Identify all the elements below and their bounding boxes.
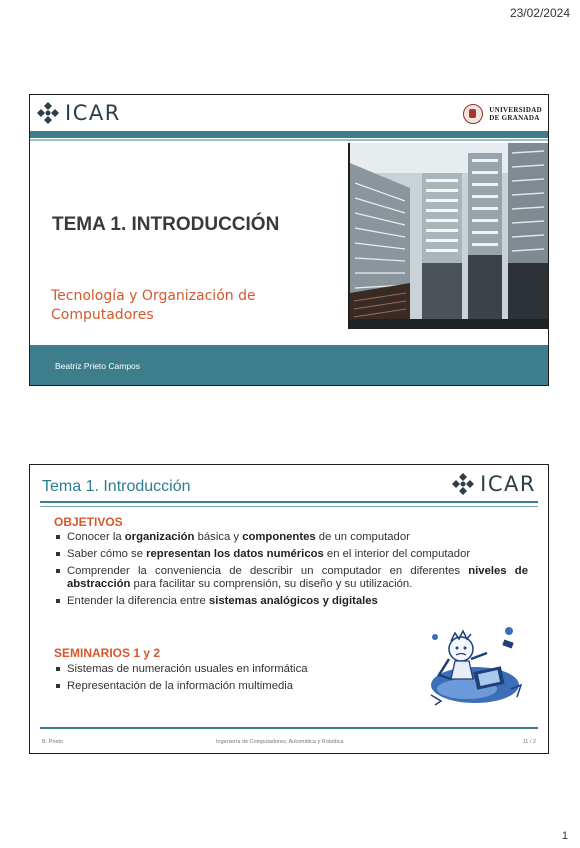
- page-number: 1: [561, 830, 568, 842]
- icar-mark-icon: [451, 472, 475, 496]
- slide-1: [29, 94, 549, 386]
- slide-footer: [30, 345, 548, 386]
- list-item: Saber cómo se representan los datos numéricos en el interior del computador: [54, 548, 528, 561]
- slide-title: TEMA 1. INTRODUCCIÓN: [52, 214, 280, 235]
- footer-rule: [40, 727, 538, 729]
- author-name: Beatriz Prieto Campos: [55, 361, 141, 371]
- objetivos-list: [54, 531, 528, 612]
- icar-mark-icon: [36, 101, 60, 125]
- header-bar: [30, 131, 548, 138]
- header-bar-thin: [30, 139, 548, 141]
- stressed-programmer-illustration: [425, 619, 525, 707]
- server-room-photo: [350, 143, 548, 329]
- university-name: UNIVERSIDAD DE GRANADA: [489, 106, 542, 122]
- footer-author: B. Prieto: [42, 739, 64, 745]
- title-rule: [40, 501, 538, 503]
- print-date: 23/02/2024: [509, 6, 570, 20]
- icar-logo: [451, 472, 536, 496]
- slide-title: Tema 1. Introducción: [42, 478, 191, 495]
- seminarios-list: [54, 663, 384, 697]
- university-seal-icon: [463, 104, 483, 124]
- seminarios-heading: SEMINARIOS 1 y 2: [54, 646, 161, 660]
- list-item: Entender la diferencia entre sistemas analógicos y digitales: [54, 595, 528, 608]
- title-rule-thin: [40, 506, 538, 507]
- server-racks-image: [350, 143, 548, 329]
- list-item: Comprender la conveniencia de describir un computador en diferentes niveles de abstracción para facilitar su comprensión, su diseño y su utilización.: [54, 565, 528, 591]
- slide-subtitle: Tecnología y Organización de Computadores: [51, 288, 256, 323]
- slide-header: [30, 95, 548, 131]
- objetivos-heading: OBJETIVOS: [54, 515, 123, 529]
- list-item: Conocer la organización básica y componentes de un computador: [54, 531, 528, 544]
- footer-department: Ingeniería de Computadores, Automática y Robótica: [216, 739, 344, 745]
- university-logo: [463, 104, 542, 124]
- list-item: Sistemas de numeración usuales en informática: [54, 663, 384, 676]
- slide-2: [29, 464, 549, 754]
- icar-logo: [36, 101, 121, 125]
- list-item: Representación de la información multimedia: [54, 680, 384, 693]
- icar-logo-text: ICAR: [480, 472, 536, 496]
- icar-logo-text: ICAR: [65, 101, 121, 125]
- footer-page: 11 / 2: [522, 739, 536, 745]
